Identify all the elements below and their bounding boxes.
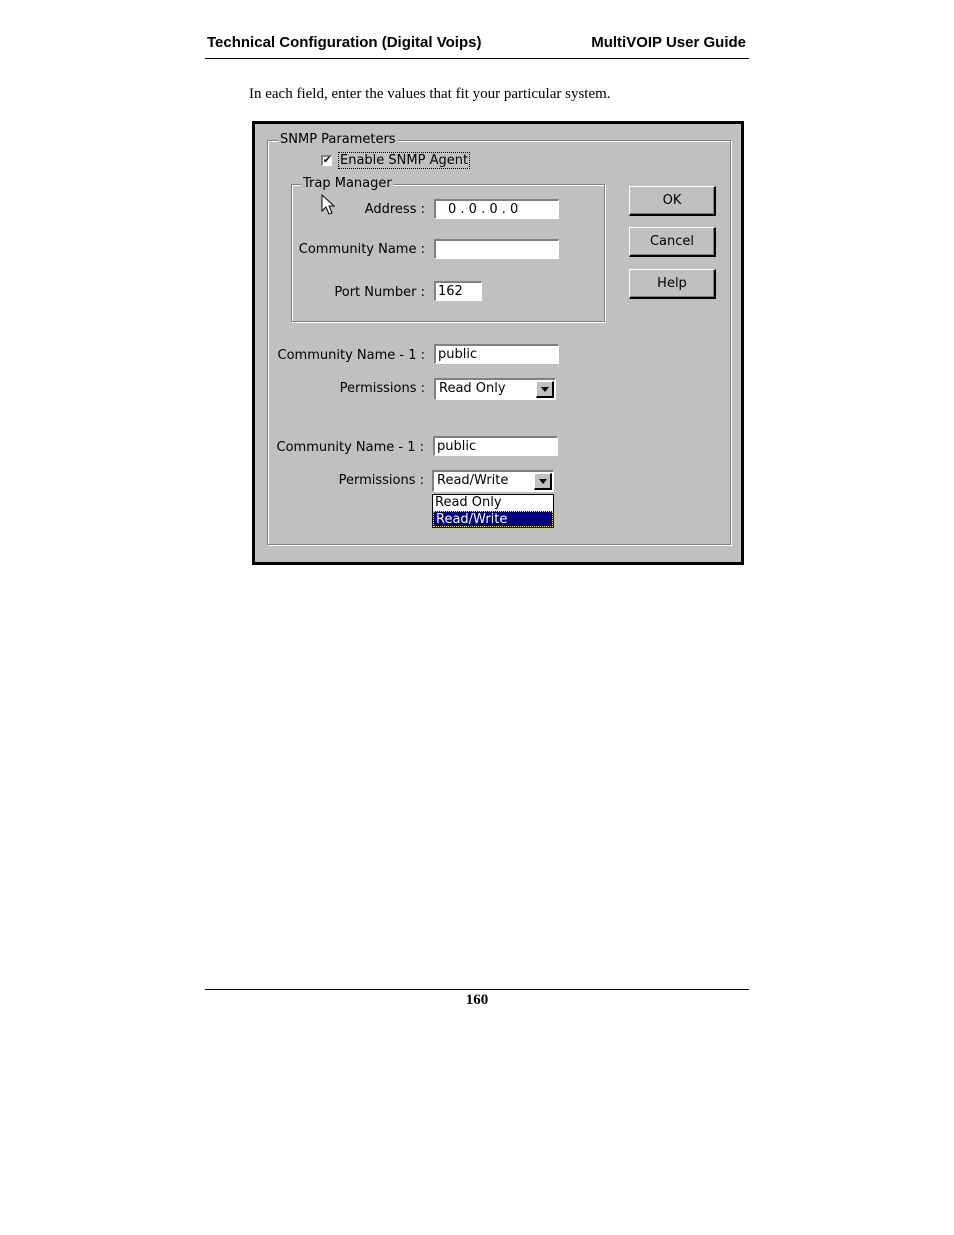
chevron-down-icon[interactable] — [536, 381, 554, 398]
permissions-2-label: Permissions : — [338, 473, 424, 488]
community-name-1-input[interactable]: public — [434, 344, 559, 364]
port-number-input[interactable]: 162 — [434, 281, 482, 301]
trap-manager-title: Trap Manager — [303, 176, 392, 191]
trap-address-label: Address : — [364, 202, 425, 217]
trap-community-name-input[interactable] — [434, 239, 559, 259]
snmp-parameters-dialog — [252, 121, 744, 565]
permissions-1-value: Read Only — [439, 381, 506, 396]
permissions-2-select[interactable] — [432, 470, 554, 492]
mouse-pointer-icon — [321, 194, 337, 218]
community-name-1-label: Community Name - 1 : — [277, 348, 425, 363]
ok-button[interactable]: OK — [629, 186, 716, 216]
permissions-2-value: Read/Write — [437, 473, 509, 488]
cancel-button[interactable]: Cancel — [629, 227, 716, 257]
trap-address-input[interactable]: 0 . 0 . 0 . 0 — [434, 199, 559, 219]
intro-text: In each field, enter the values that fit your particular system. — [249, 86, 611, 102]
enable-snmp-agent-checkbox[interactable] — [321, 152, 470, 169]
permissions-1-label: Permissions : — [339, 381, 425, 396]
trap-community-name-label: Community Name : — [298, 242, 425, 257]
enable-snmp-agent-label: Enable SNMP Agent — [340, 153, 469, 168]
community-name-2-label: Community Name - 1 : — [276, 440, 424, 455]
community-name-2-input[interactable]: public — [433, 436, 558, 456]
footer-rule — [205, 989, 749, 990]
port-number-label: Port Number : — [334, 285, 425, 300]
header-right-title: MultiVOIP User Guide — [591, 34, 746, 51]
option-read-write[interactable]: Read/Write — [433, 511, 553, 527]
checkmark-icon[interactable]: ✔ — [322, 155, 332, 166]
option-read-only[interactable]: Read Only — [435, 495, 502, 510]
permissions-2-dropdown-list — [432, 494, 554, 528]
header-left-title: Technical Configuration (Digital Voips) — [207, 34, 482, 51]
header-rule — [205, 58, 749, 59]
snmp-parameters-title: SNMP Parameters — [280, 132, 396, 147]
help-button[interactable]: Help — [629, 269, 716, 299]
page-number: 160 — [465, 992, 489, 1008]
chevron-down-icon[interactable] — [534, 473, 552, 490]
permissions-1-select[interactable] — [434, 378, 556, 400]
